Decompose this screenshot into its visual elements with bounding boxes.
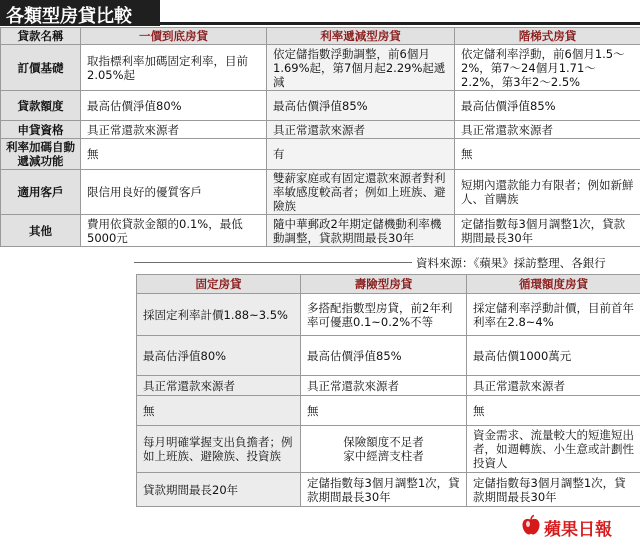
source-note: 資料來源：《蘋果》採訪整理、各銀行: [416, 256, 606, 270]
table-cell: 無: [81, 139, 267, 170]
table-cell: 最高估價淨值85%: [267, 91, 455, 121]
title-rule: [160, 22, 640, 25]
table-cell: 多搭配指數型房貸，前2年利率可優惠0.1~0.2%不等: [301, 294, 467, 336]
table-cell: 最高估價淨值80%: [81, 91, 267, 121]
source-rule: [134, 262, 412, 263]
table-cell: 無: [301, 396, 467, 426]
header-insurance-loan: 壽險型房貸: [301, 275, 467, 294]
table-cell: 最高估價淨值85%: [455, 91, 640, 121]
table-cell: 每月明確掌握支出負擔者；例如上班族、避險族、投資族: [137, 426, 301, 473]
table-cell: 具正常還款來源者: [137, 376, 301, 396]
table-row: [137, 336, 640, 376]
table-cell: 定儲指數每3個月調整1次，貸款期間最長30年: [301, 473, 467, 507]
table-cell: 具正常還款來源者: [267, 121, 455, 139]
row-label: 適用客戶: [1, 170, 81, 215]
table-cell: 依定儲利率浮動，前6個月1.5～2%，第7～24個月1.71～2.2%，第3年2～2.5%: [455, 45, 640, 91]
header-tiered-loan: 階梯式房貸: [455, 28, 640, 45]
table-row: [137, 396, 640, 426]
row-label: 申貸資格: [1, 121, 81, 139]
row-label: 利率加碼自動遞減功能: [1, 139, 81, 170]
header-decreasing-rate-loan: 利率遞減型房貸: [267, 28, 455, 45]
table-cell: 具正常還款來源者: [81, 121, 267, 139]
apple-daily-logo: [520, 512, 640, 540]
table-cell: 隨中華郵政2年期定儲機動利率機動調整，貸款期間最長30年: [267, 215, 455, 247]
apple-icon: [520, 514, 542, 536]
table-header-row: [1, 28, 640, 45]
table-row: [137, 426, 640, 473]
row-label: 訂價基礎: [1, 45, 81, 91]
table-cell: 費用依貸款金額的0.1%，最低5000元: [81, 215, 267, 247]
table-row: [1, 121, 640, 139]
table-cell: 依定儲指數浮動調整，前6個月1.69%起，第7個月起2.29%起遞減: [267, 45, 455, 91]
header-loan-name: 貸款名稱: [1, 28, 81, 45]
table-cell: 採定儲利率浮動計價，目前首年利率在2.8~4%: [467, 294, 640, 336]
table-cell: 限信用良好的優質客戶: [81, 170, 267, 215]
row-label: 貸款額度: [1, 91, 81, 121]
table-cell: 具正常還款來源者: [301, 376, 467, 396]
table-cell: 最高估價1000萬元: [467, 336, 640, 376]
table-row: [137, 473, 640, 507]
table-cell: 短期內還款能力有限者；例如新鮮人、首購族: [455, 170, 640, 215]
comparison-table-bottom: [136, 274, 640, 507]
table-cell: 具正常還款來源者: [467, 376, 640, 396]
table-cell: 最高估淨值80%: [137, 336, 301, 376]
table-cell: 雙薪家庭或有固定還款來源者對利率敏感度較高者；例如上班族、避險族: [267, 170, 455, 215]
table-row: [1, 170, 640, 215]
table-row: [1, 139, 640, 170]
table-cell: 無: [455, 139, 640, 170]
table-cell: 定儲指數每3個月調整1次，貸款期間最長30年: [455, 215, 640, 247]
header-fixed-price-loan: 一價到底房貸: [81, 28, 267, 45]
table-row: [1, 91, 640, 121]
table-row: [1, 45, 640, 91]
page-title: 各類型房貸比較: [6, 6, 132, 27]
table-cell: 保險額度不足者 家中經濟支柱者: [301, 426, 467, 473]
table-cell: 具正常還款來源者: [455, 121, 640, 139]
table-cell: 資金需求、流量較大的短進短出者，如週轉族、小生意或計劃性投資人: [467, 426, 640, 473]
table-row: [1, 215, 640, 247]
table-cell: 最高估價淨值85%: [301, 336, 467, 376]
comparison-table-top: [0, 27, 640, 247]
header-revolving-loan: 循環額度房貸: [467, 275, 640, 294]
table-row: [137, 294, 640, 336]
table-header-row: [137, 275, 640, 294]
logo-text: 蘋果日報: [544, 520, 612, 540]
title-bar: [0, 0, 640, 26]
table-cell: 採固定利率計價1.88~3.5%: [137, 294, 301, 336]
table-cell: 取指標利率加碼固定利率，目前2.05%起: [81, 45, 267, 91]
row-label: 其他: [1, 215, 81, 247]
table-cell: 定儲指數每3個月調整1次，貸款期間最長30年: [467, 473, 640, 507]
header-fixed-loan: 固定房貸: [137, 275, 301, 294]
table-cell: 無: [137, 396, 301, 426]
table-row: [137, 376, 640, 396]
table-cell: 無: [467, 396, 640, 426]
table-cell: 貸款期間最長20年: [137, 473, 301, 507]
table-cell: 有: [267, 139, 455, 170]
